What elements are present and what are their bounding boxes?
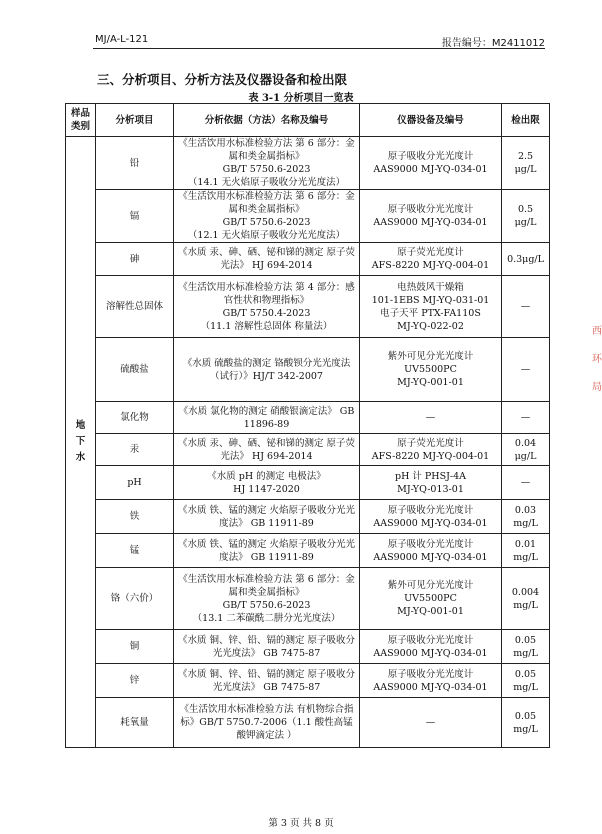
method-cell: 《水质 铜、锌、铅、镉的测定 原子吸收分光光度法》 GB 7475-87 [174, 630, 360, 664]
red-seal-stamp: 西 环 局 [592, 326, 602, 393]
instrument-cell: 原子荧光光度计 AFS-8220 MJ-YQ-004-01 [360, 434, 502, 466]
report-number: 报告编号：M2411012 [441, 38, 545, 49]
limit-cell: 2.5 μg/L [502, 137, 550, 190]
table-row [66, 568, 550, 630]
header-category: 样品类别 [66, 104, 96, 137]
table-header-row [66, 104, 550, 137]
instrument-cell: 电热鼓风干燥箱 101-1EBS MJ-YQ-031-01 电子天平 PTX-FA110S MJ-YQ-022-02 [360, 276, 502, 338]
method-cell: 《生活饮用水标准检验方法 有机物综合指标》GB/T 5750.7-2006（1.1 酸性高锰酸钾滴定法 ） [174, 698, 360, 748]
item-cell: 汞 [96, 434, 174, 466]
method-cell: 《水质 硫酸盐的测定 铬酸钡分光光度法（试行）》HJ/T 342-2007 [174, 338, 360, 402]
table-row [66, 276, 550, 338]
page-footer: 第 3 页 共 8 页 [268, 818, 334, 829]
item-cell: 锰 [96, 534, 174, 568]
method-cell: 《生活饮用水标准检验方法 第 6 部分：金属和类金属指标》 GB/T 5750.6-2023 （13.1 二苯碳酰二肼分光光度法） [174, 568, 360, 630]
header-method: 分析依据（方法）名称及编号 [174, 104, 360, 137]
method-cell: 《水质 pH 的测定 电极法》 HJ 1147-2020 [174, 466, 360, 500]
instrument-cell: 原子吸收分光光度计 AAS9000 MJ-YQ-034-01 [360, 664, 502, 698]
item-cell: 镉 [96, 190, 174, 243]
table-row [66, 698, 550, 748]
limit-cell: 0.05 mg/L [502, 698, 550, 748]
item-cell: 氯化物 [96, 402, 174, 434]
doc-code: MJ/A-L-121 [95, 34, 149, 45]
category-cell: 地 下 水 [66, 137, 96, 748]
instrument-cell: 原子荧光光度计 AFS-8220 MJ-YQ-004-01 [360, 243, 502, 276]
instrument-cell: pH 计 PHSJ-4A MJ-YQ-013-01 [360, 466, 502, 500]
item-cell: 锌 [96, 664, 174, 698]
item-cell: 铅 [96, 137, 174, 190]
instrument-cell: — [360, 402, 502, 434]
section-title: 三、分析项目、分析方法及仪器设备和检出限 [97, 72, 348, 87]
table-row [66, 500, 550, 534]
limit-cell: 0.5 μg/L [502, 190, 550, 243]
instrument-cell: 原子吸收分光光度计 AAS9000 MJ-YQ-034-01 [360, 190, 502, 243]
method-cell: 《水质 氯化物的测定 硝酸银滴定法》 GB 11896-89 [174, 402, 360, 434]
table-row [66, 664, 550, 698]
table-row [66, 190, 550, 243]
item-cell: 铁 [96, 500, 174, 534]
table-row [66, 466, 550, 500]
limit-cell: 0.01 mg/L [502, 534, 550, 568]
item-cell: 溶解性总固体 [96, 276, 174, 338]
instrument-cell: 紫外可见分光光度计 UV5500PC MJ-YQ-001-01 [360, 568, 502, 630]
method-cell: 《水质 汞、砷、硒、铋和锑的测定 原子荧光法》 HJ 694-2014 [174, 434, 360, 466]
table-row [66, 402, 550, 434]
limit-cell: 0.05 mg/L [502, 664, 550, 698]
analysis-items-table [65, 103, 550, 748]
method-cell: 《水质 汞、砷、硒、铋和锑的测定 原子荧光法》 HJ 694-2014 [174, 243, 360, 276]
instrument-cell: — [360, 698, 502, 748]
method-cell: 《水质 铁、锰的测定 火焰原子吸收分光光度法》 GB 11911-89 [174, 534, 360, 568]
item-cell: 硫酸盐 [96, 338, 174, 402]
limit-cell: — [502, 402, 550, 434]
method-cell: 《生活饮用水标准检验方法 第 4 部分：感官性状和物理指标》 GB/T 5750.4-2023 （11.1 溶解性总固体 称量法） [174, 276, 360, 338]
instrument-cell: 原子吸收分光光度计 AAS9000 MJ-YQ-034-01 [360, 534, 502, 568]
instrument-cell: 原子吸收分光光度计 AAS9000 MJ-YQ-034-01 [360, 137, 502, 190]
table-row [66, 243, 550, 276]
item-cell: 耗氧量 [96, 698, 174, 748]
item-cell: 铜 [96, 630, 174, 664]
method-cell: 《生活饮用水标准检验方法 第 6 部分：金属和类金属指标》 GB/T 5750.6-2023 （12.1 无火焰原子吸收分光光度法） [174, 190, 360, 243]
method-cell: 《生活饮用水标准检验方法 第 6 部分：金属和类金属指标》 GB/T 5750.6-2023 （14.1 无火焰原子吸收分光光度法） [174, 137, 360, 190]
item-cell: 砷 [96, 243, 174, 276]
limit-cell: — [502, 338, 550, 402]
table-row [66, 534, 550, 568]
header-divider [93, 48, 545, 49]
table-row [66, 338, 550, 402]
table-row [66, 630, 550, 664]
limit-cell: 0.004 mg/L [502, 568, 550, 630]
limit-cell: 0.3μg/L [502, 243, 550, 276]
method-cell: 《水质 铁、锰的测定 火焰原子吸收分光光度法》 GB 11911-89 [174, 500, 360, 534]
item-cell: 铬（六价） [96, 568, 174, 630]
table-row [66, 137, 550, 190]
limit-cell: 0.05 mg/L [502, 630, 550, 664]
limit-cell: 0.03 mg/L [502, 500, 550, 534]
header-limit: 检出限 [502, 104, 550, 137]
table-caption: 表 3-1 分析项目一览表 [248, 93, 354, 104]
instrument-cell: 原子吸收分光光度计 AAS9000 MJ-YQ-034-01 [360, 630, 502, 664]
method-cell: 《水质 铜、锌、铅、镉的测定 原子吸收分光光度法》 GB 7475-87 [174, 664, 360, 698]
item-cell: pH [96, 466, 174, 500]
instrument-cell: 原子吸收分光光度计 AAS9000 MJ-YQ-034-01 [360, 500, 502, 534]
header-instrument: 仪器设备及编号 [360, 104, 502, 137]
limit-cell: 0.04 μg/L [502, 434, 550, 466]
limit-cell: — [502, 466, 550, 500]
table-row [66, 434, 550, 466]
limit-cell: — [502, 276, 550, 338]
instrument-cell: 紫外可见分光光度计 UV5500PC MJ-YQ-001-01 [360, 338, 502, 402]
header-item: 分析项目 [96, 104, 174, 137]
